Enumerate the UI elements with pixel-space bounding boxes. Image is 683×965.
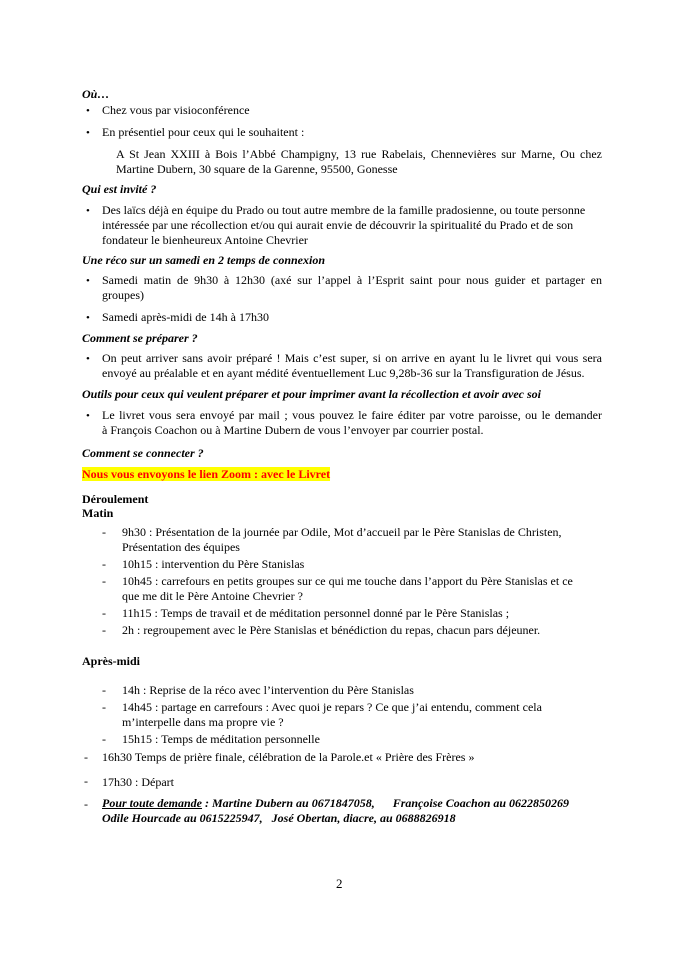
- dash-marker: -: [84, 797, 88, 811]
- bullet: •: [86, 275, 90, 287]
- outils-line: Le livret vous sera envoyé par mail ; vous pouvez le faire éditer par votre paroisse, ou le demander: [102, 408, 602, 422]
- list-item: En présentiel pour ceux qui le souhaitent :: [102, 125, 305, 139]
- address-line: A St Jean XXIII à Bois l’Abbé Champigny, 13 rue Rabelais, Chennevières sur Marne, Ou chez: [116, 147, 602, 161]
- section-heading-ou: Où…: [82, 87, 110, 101]
- contact-line-2: Odile Hourcade au 0615225947, José Obertan, diacre, au 0688826918: [102, 811, 456, 825]
- bullet: •: [86, 353, 90, 365]
- schedule-item: 2h : regroupement avec le Père Stanislas et bénédiction du repas, chacun pars déjeuner.: [122, 623, 541, 637]
- list-item: Chez vous par visioconférence: [102, 103, 250, 117]
- bullet: •: [86, 205, 90, 217]
- schedule-item: Présentation des équipes: [122, 540, 240, 554]
- list-item: groupes): [102, 288, 144, 302]
- preparer-line: envoyé au préalable et en ayant médité éventuellement Luc 9,28b-36 sur la Transfiguration de Jésus.: [102, 366, 585, 380]
- dash-marker: -: [102, 574, 106, 588]
- highlight-text: Nous vous envoyons le lien Zoom : avec le Livret: [82, 467, 331, 481]
- dash-marker: -: [102, 700, 106, 714]
- section-heading-connecter: Comment se connecter ?: [82, 446, 204, 460]
- dash-marker: -: [102, 732, 106, 746]
- dash-marker: -: [84, 774, 88, 788]
- section-heading-invite: Qui est invité ?: [82, 182, 157, 196]
- contact-label: Pour toute demande: [102, 796, 203, 810]
- contact-line-1: [102, 796, 569, 811]
- preparer-line: On peut arriver sans avoir préparé ! Mais c’est super, si on arrive en ayant lu le livret qui vous sera: [102, 351, 602, 365]
- schedule-item: m’interpelle dans ma propre vie ?: [122, 715, 284, 729]
- section-heading-preparer: Comment se préparer ?: [82, 331, 198, 345]
- dash-marker: -: [102, 525, 106, 539]
- invite-line: fondateur le bienheureux Antoine Chevrier: [102, 233, 308, 247]
- deroulement-title: Déroulement: [82, 492, 149, 506]
- address-line: Martine Dubern, 30 square de la Garenne, 95500, Gonesse: [116, 162, 398, 176]
- schedule-item: 9h30 : Présentation de la journée par Odile, Mot d’accueil par le Père Stanislas de Christen,: [122, 525, 562, 539]
- schedule-item: 14h : Reprise de la réco avec l’intervention du Père Stanislas: [122, 683, 414, 697]
- invite-line: Des laïcs déjà en équipe du Prado ou tout autre membre de la famille pradosienne, ou toute personne: [102, 203, 586, 217]
- contact-details: : Martine Dubern au 0671847058, Françoise Coachon au 0622850269: [202, 796, 570, 810]
- dash-marker: -: [102, 683, 106, 697]
- schedule-item: 11h15 : Temps de travail et de méditation personnel donné par le Père Stanislas ;: [122, 606, 510, 620]
- dash-marker: -: [102, 606, 106, 620]
- list-item: Samedi matin de 9h30 à 12h30 (axé sur l’appel à l’Esprit saint pour nous guider et partager en: [102, 273, 602, 287]
- schedule-item: 10h15 : intervention du Père Stanislas: [122, 557, 305, 571]
- depart-item: 17h30 : Départ: [102, 775, 174, 789]
- schedule-item: 15h15 : Temps de méditation personnelle: [122, 732, 320, 746]
- schedule-item: que me dit le Père Antoine Chevrier ?: [122, 589, 303, 603]
- zoom-link-notice: [82, 467, 330, 482]
- section-heading-outils: Outils pour ceux qui veulent préparer et pour imprimer avant la récollection et avoir avec soi: [82, 387, 541, 401]
- dash-marker: -: [102, 623, 106, 637]
- schedule-item: 14h45 : partage en carrefours : Avec quoi je repars ? Ce que j’ai entendu, comment cela: [122, 700, 542, 714]
- bullet: •: [86, 127, 90, 139]
- invite-line: intéressée par une récollection et/ou qui aurait envie de découvrir la spiritualité du Prado et de son: [102, 218, 574, 232]
- schedule-item: 10h45 : carrefours en petits groupes sur ce qui me touche dans l’apport du Père Stanislas et ce: [122, 574, 573, 588]
- outils-line: à François Coachon ou à Martine Dubern de vous l’envoyer par courrier postal.: [102, 423, 484, 437]
- bullet: •: [86, 410, 90, 422]
- dash-marker: -: [102, 557, 106, 571]
- priere-item: 16h30 Temps de prière finale, célébration de la Parole.et « Prière des Frères »: [102, 750, 475, 764]
- apres-midi-title: Après-midi: [82, 654, 140, 668]
- bullet: •: [86, 312, 90, 324]
- list-item: Samedi après-midi de 14h à 17h30: [102, 310, 269, 324]
- matin-title: Matin: [82, 506, 114, 520]
- bullet: •: [86, 105, 90, 117]
- section-heading-reco: Une réco sur un samedi en 2 temps de connexion: [82, 253, 326, 267]
- dash-marker: -: [84, 750, 88, 764]
- page-number: 2: [336, 876, 343, 891]
